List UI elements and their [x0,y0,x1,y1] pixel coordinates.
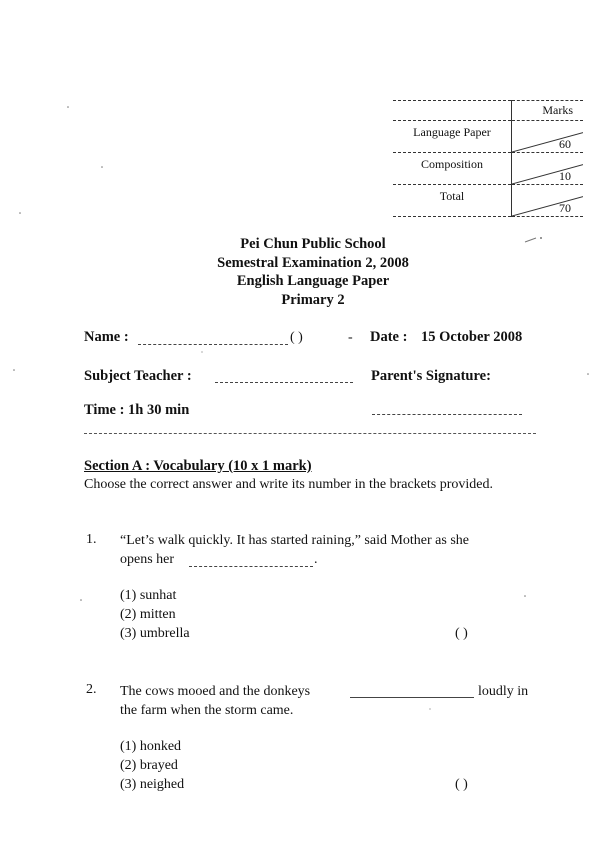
parent-signature-label: Parent's Signature: [371,368,491,384]
option-item: (2) mitten [120,607,176,622]
date-dash: - [348,330,353,345]
marks-row-label: Language Paper [413,125,491,139]
register-number-brackets: ( ) [290,330,303,345]
marks-row-label: Total [439,189,465,203]
section-a-instruction: Choose the correct answer and write its number in the brackets provided. [84,477,493,492]
marks-row-value: 10 [559,169,571,183]
question-number: 2. [86,682,97,697]
subject-teacher-label: Subject Teacher : [84,368,192,384]
time-label: Time : 1h 30 min [84,402,190,418]
option-item: (1) honked [120,739,182,754]
option-item: (2) brayed [120,758,178,773]
marks-row-value: 70 [559,201,571,215]
question-text-line: opens her [120,552,175,567]
answer-brackets[interactable]: ( ) [455,777,468,792]
section-a-heading: Section A : Vocabulary (10 x 1 mark) [84,458,312,474]
question-text-line: the farm when the storm came. [120,703,294,718]
option-item: (3) umbrella [120,626,190,641]
question-text-end: . [314,552,318,567]
question-text-line: The cows mooed and the donkeys [120,684,311,699]
school-name: Pei Chun Public School [240,236,386,252]
level-name: Primary 2 [281,291,345,308]
name-label: Name : [84,329,129,345]
marks-header: Marks [542,103,573,117]
date-value: 15 October 2008 [421,329,523,345]
date-label: Date : [370,329,408,345]
option-item: (1) sunhat [120,588,177,603]
option-item: (3) neighed [120,777,185,792]
exam-name: Semestral Examination 2, 2008 [217,254,409,271]
marks-row-value: 60 [559,137,571,151]
question-number: 1. [86,532,97,547]
marks-row-label: Composition [420,157,483,171]
paper-name: English Language Paper [236,273,390,289]
question-text-line-end: loudly in [478,684,529,699]
answer-brackets[interactable]: ( ) [455,626,468,641]
question-text-line: “Let’s walk quickly. It has started raining,” said Mother as she [120,533,469,548]
